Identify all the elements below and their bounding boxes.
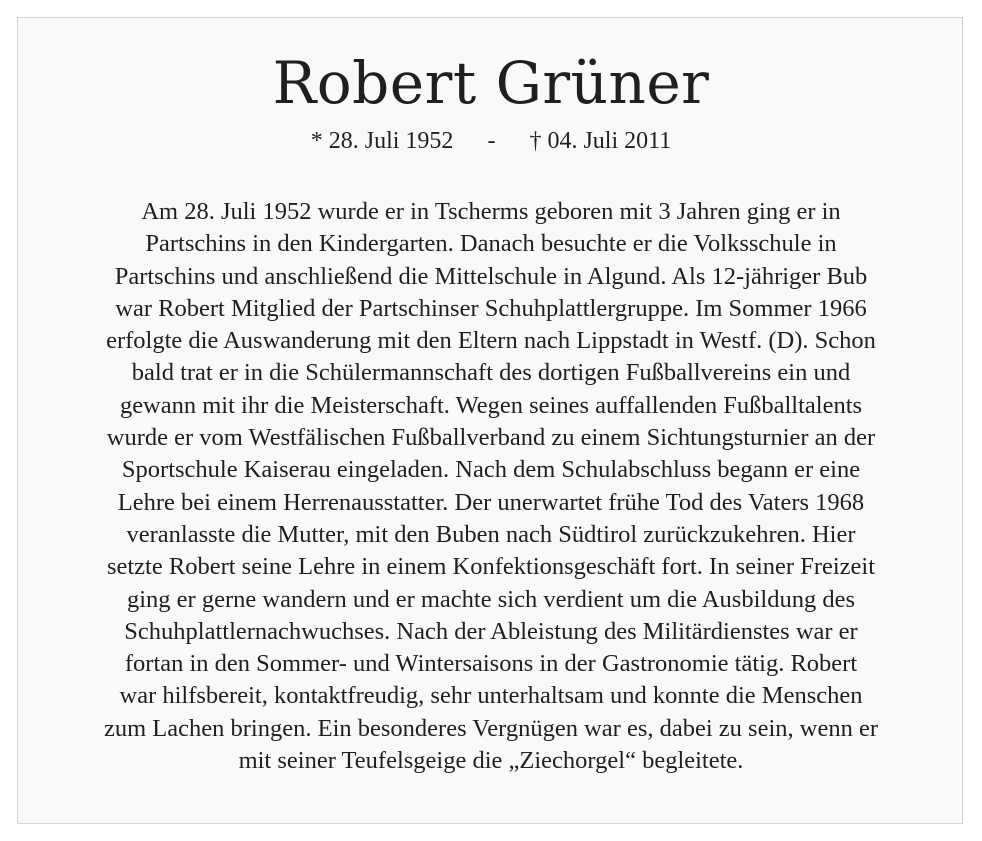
biography-line: mit seiner Teufelsgeige die „Ziechorgel“ begleitete. (238, 747, 744, 775)
biography-line: bald trat er in die Schülermannschaft des dortigen Fußballvereins ein und (131, 359, 851, 387)
biography-line: erfolgte die Auswanderung mit den Eltern nach Lippstadt in Westf. (D). Schon (106, 327, 876, 355)
biography-line: setzte Robert seine Lehre in einem Konfektionsgeschäft fort. In seiner Freizeit (106, 553, 876, 581)
biography-line: Partschins und anschließend die Mittelschule in Algund. Als 12-jähriger Bub (114, 262, 868, 290)
biography-line: Am 28. Juli 1952 wurde er in Tscherms geboren mit 3 Jahren ging er in (141, 198, 841, 225)
date-separator: - (487, 128, 496, 154)
biography-line: zum Lachen bringen. Ein besonderes Vergnügen war es, dabei zu sein, wenn er (104, 714, 878, 742)
biography-line: fortan in den Sommer- und Wintersaisons in der Gastronomie tätig. Robert (124, 650, 858, 678)
biography-line: war Robert Mitglied der Partschinser Schuhplattlergruppe. Im Sommer 1966 (115, 294, 867, 322)
person-name: Robert Grüner (272, 49, 710, 117)
birth-date: * 28. Juli 1952 (310, 128, 454, 154)
life-dates (18, 126, 964, 156)
biography-line: Lehre bei einem Herrenausstatter. Der unerwartet frühe Tod des Vaters 1968 (117, 488, 865, 516)
biography-line: gewann mit ihr die Meisterschaft. Wegen seines auffallenden Fußballtalents (119, 391, 863, 419)
biography-line: ging er gerne wandern und er machte sich verdient um die Ausbildung des (127, 585, 855, 613)
biography-line: Schuhplattlernachwuchses. Nach der Ableistung des Militärdienstes war er (124, 617, 858, 645)
biography-line: wurde er vom Westfälischen Fußballverband zu einem Sichtungsturnier an der (106, 424, 876, 452)
biography-text (40, 196, 942, 777)
death-date: † 04. Juli 2011 (529, 128, 672, 154)
biography-line: Partschins in den Kindergarten. Danach besuchte er die Volksschule in (145, 230, 837, 258)
obituary-card (17, 17, 963, 824)
biography-line: veranlasste die Mutter, mit den Buben nach Südtirol zurückzukehren. Hier (126, 520, 856, 548)
biography-line: war hilfsbereit, kontaktfreudig, sehr unterhaltsam und konnte die Menschen (119, 682, 863, 710)
biography-line: Sportschule Kaiserau eingeladen. Nach dem Schulabschluss begann er eine (121, 456, 861, 484)
